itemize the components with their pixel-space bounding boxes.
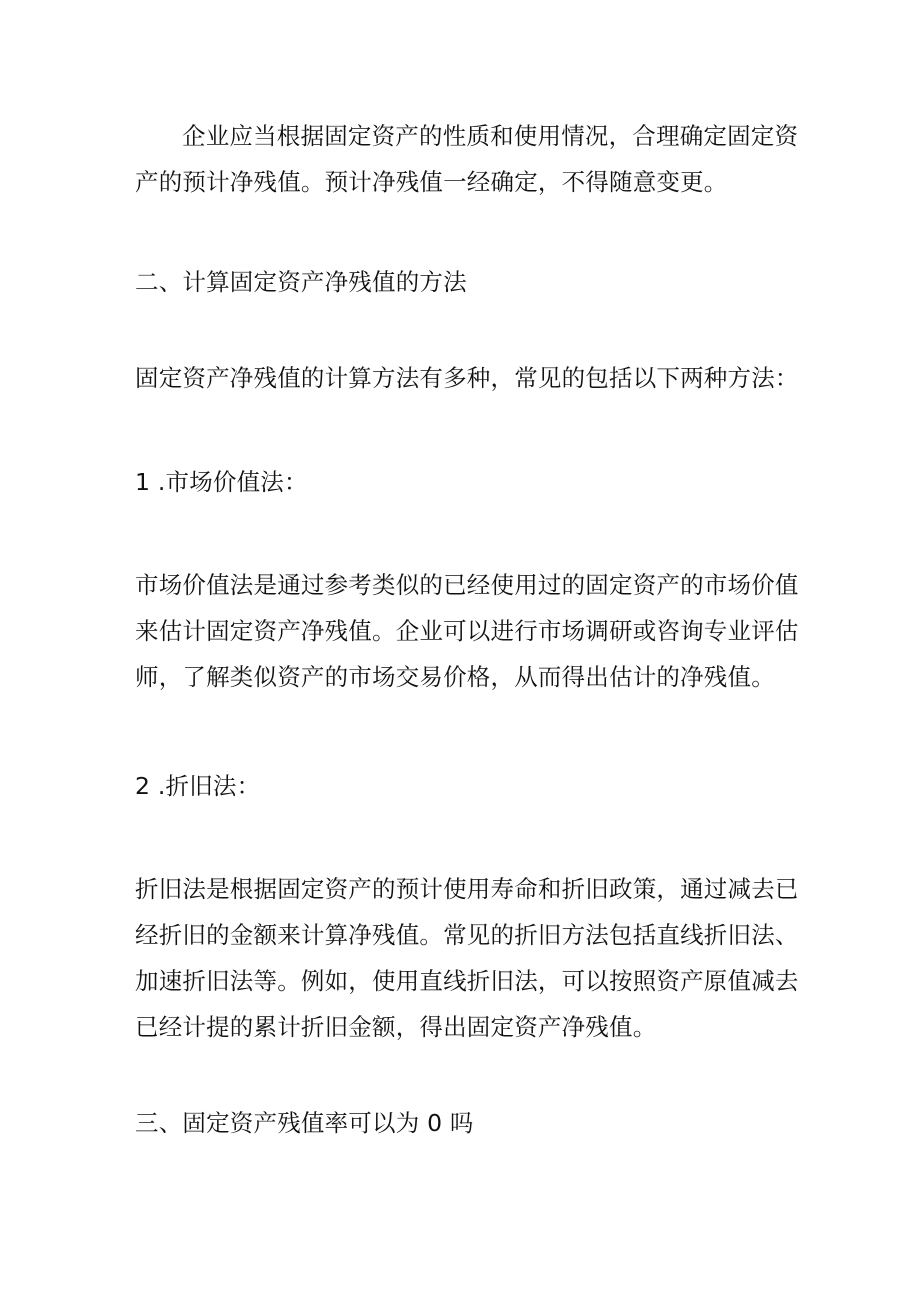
method2-title (135, 763, 795, 809)
paragraph-line: 经折旧的金额来计算净残值。常见的折旧方法包括直线折旧法、 (135, 921, 799, 949)
list-item-title: 2 .折旧法： (135, 772, 261, 800)
section-heading-3 (135, 1100, 795, 1146)
paragraph-line: 折旧法是根据固定资产的预计使用寿命和折旧政策，通过减去已 (135, 875, 799, 903)
paragraph-line: 产的预计净残值。预计净残值一经确定，不得随意变更。 (135, 168, 728, 196)
paragraph-line: 市场价值法是通过参考类似的已经使用过的固定资产的市场价值 (135, 571, 799, 599)
paragraph-line: 已经计提的累计折旧金额，得出固定资产净残值。 (135, 1013, 657, 1041)
method1-paragraph (135, 562, 799, 700)
section-heading-2 (135, 259, 795, 305)
paragraph-line: 来估计固定资产净残值。企业可以进行市场调研或咨询专业评估 (135, 617, 799, 645)
heading-text: 三、固定资产残值率可以为 0 吗 (135, 1109, 474, 1137)
intro-paragraph (135, 113, 799, 205)
list-item-title: 1 .市场价值法： (135, 468, 308, 496)
section2-intro (135, 355, 799, 401)
paragraph-line: 固定资产净残值的计算方法有多种，常见的包括以下两种方法： (135, 364, 799, 392)
method2-paragraph (135, 866, 799, 1050)
method1-title (135, 459, 795, 505)
paragraph-line: 企业应当根据固定资产的性质和使用情况，合理确定固定资 (182, 122, 799, 150)
paragraph-line: 加速折旧法等。例如，使用直线折旧法，可以按照资产原值减去 (135, 967, 799, 995)
paragraph-line: 师，了解类似资产的市场交易价格，从而得出估计的净残值。 (135, 663, 775, 691)
heading-text: 二、计算固定资产净残值的方法 (135, 268, 467, 296)
